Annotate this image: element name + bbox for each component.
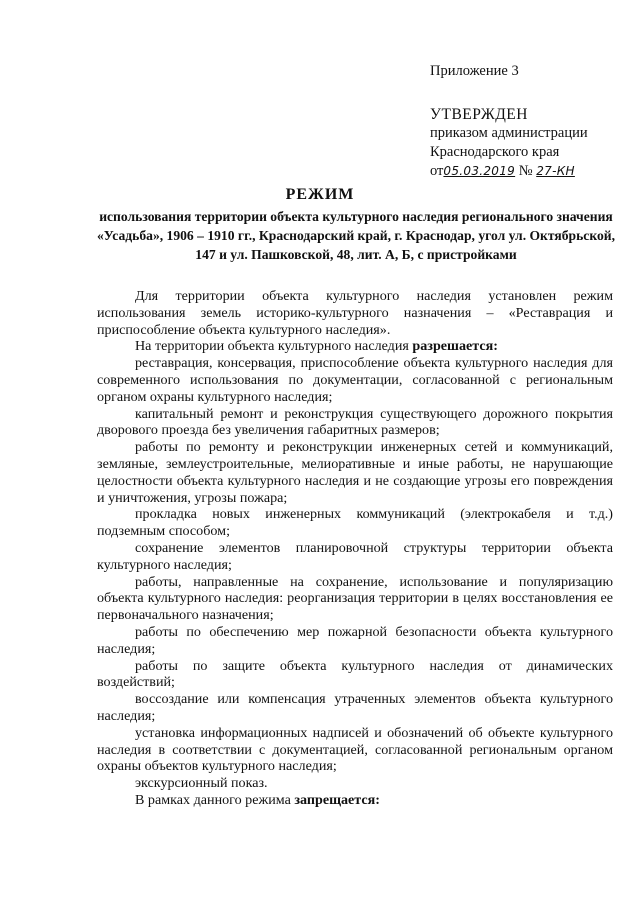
body-paragraph: работы по защите объекта культурного наследия от динамических воздействий; (97, 657, 613, 691)
appendix-label: Приложение 3 (430, 63, 519, 79)
paragraph-text: На территории объекта культурного наследия (135, 338, 413, 355)
body-paragraph: воссоздание или компенсация утраченных элементов объекта культурного наследия; (97, 691, 613, 724)
approved-heading: УТВЕРЖДЕН (430, 106, 528, 123)
paragraph-emphasis: запрещается: (294, 791, 380, 808)
body-paragraph: сохранение элементов планировочной структуры территории объекта культурного наследия; (97, 539, 613, 573)
body-paragraph: работы по ремонту и реконструкции инженерных сетей и коммуникаций, земляные, землеустроительные, мелиоративные и иные работы, не нарушающие целостности объекта культурного наследия и не создающие угрозы его повреждения и уничтожения, угрозы пожара; (97, 439, 613, 506)
document-title: РЕЖИМ (285, 186, 355, 203)
approval-block (430, 62, 630, 181)
order-from-prefix: от (430, 163, 444, 179)
body-paragraph (97, 338, 613, 355)
paragraph-emphasis: разрешается: (412, 338, 498, 355)
document-body (97, 288, 613, 809)
order-number: 27-КН (536, 164, 575, 178)
order-line (430, 162, 630, 181)
body-paragraph: Для территории объекта культурного наследия установлен режим использования земель историко-культурного назначения – «Реставрация и приспособление объекта культурного наследия». (97, 288, 613, 338)
body-paragraph: работы, направленные на сохранение, использование и популяризацию объекта культурного наследия: реорганизация территории в целях восстановления ее первоначального назначения; (97, 573, 613, 624)
order-date: 05.03.2019 (443, 164, 516, 178)
body-paragraph: установка информационных надписей и обозначений об объекте культурного наследия в соответствии с документацией, согласованной региональным органом охраны объектов культурного наследия; (97, 724, 613, 775)
approval-line-2: Краснодарского края (430, 144, 560, 160)
body-paragraph: реставрация, консервация, приспособление объекта культурного наследия для современного использования по документации, согласованной с региональным органом охраны культурного наследия; (97, 355, 613, 405)
approval-line-1: приказом администрации (430, 125, 588, 141)
order-number-sign: № (518, 163, 533, 179)
paragraph-text: В рамках данного режима (135, 791, 295, 808)
body-paragraph: экскурсионный показ. (135, 775, 268, 792)
body-paragraph: прокладка новых инженерных коммуникаций (электрокабеля и т.д.) подземным способом; (97, 506, 613, 540)
body-paragraph: капитальный ремонт и реконструкция существующего дорожного покрытия дворового проезда без увеличения габаритных размеров; (97, 405, 613, 439)
document-subtitle: использования территории объекта культурного наследия регионального значения «Усадьба», 1906 – 1910 гг., Краснодарский край, г. Краснодар, угол ул. Октябрьской, 147 и ул. Пашковской, 48, лит. А, Б, с пристройками (96, 209, 616, 262)
body-paragraph (97, 792, 613, 809)
body-paragraph: работы по обеспечению мер пожарной безопасности объекта культурного наследия; (97, 623, 613, 657)
